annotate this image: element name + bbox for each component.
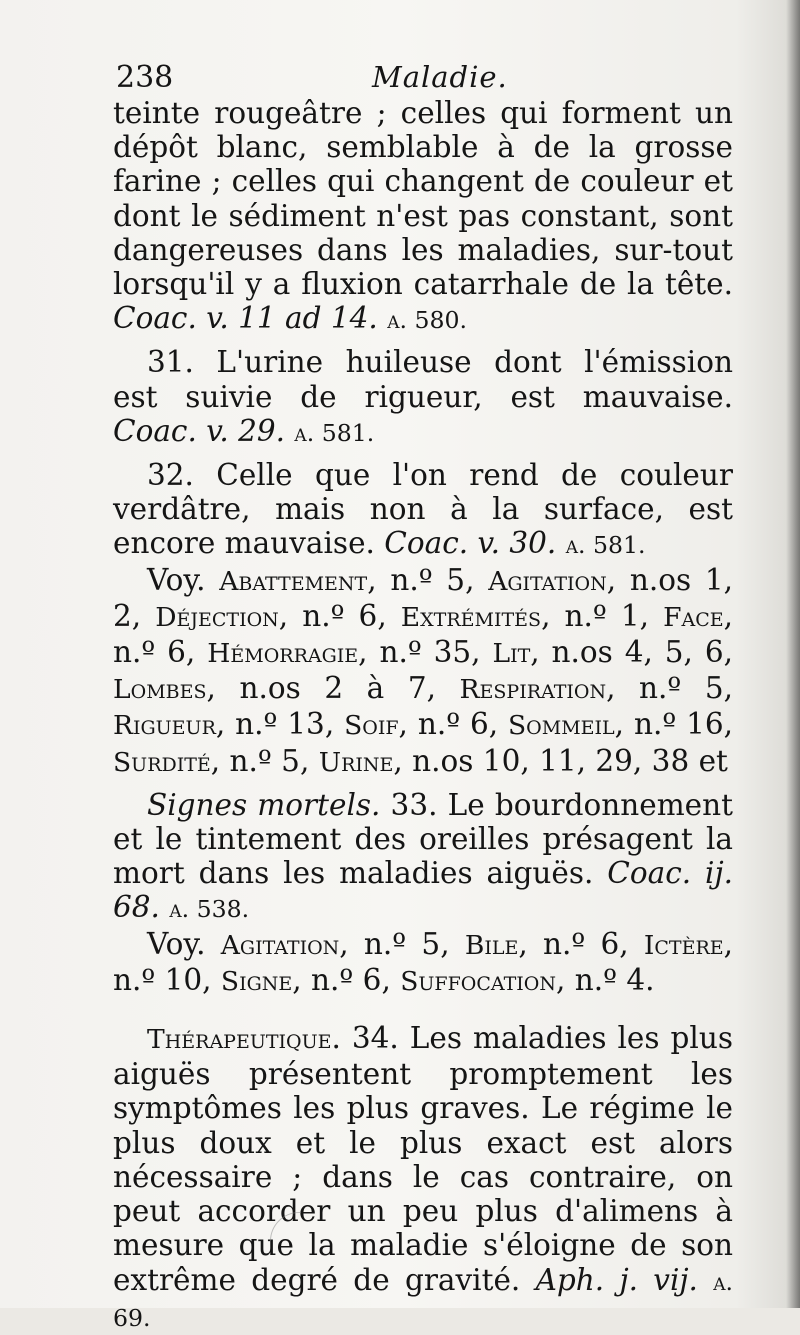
citation: Coac. v. 30. — [384, 526, 557, 561]
page-edge-shadow — [786, 0, 800, 1308]
citation: Coac. v. 11 ad 14. — [113, 301, 378, 336]
paragraph-34: Thérapeutique. 34. Les maladies les plus aiguës présentent promptement les symptômes les plus graves. Le régime le plus doux et le plus exact est alors nécessaire ; dans le cas contraire, on peut accorder un peu plus d'alimens à mesure que la maladie s'éloigne de son extrême degré de gravité. Aph. j. vij. a. 69. — [113, 1021, 733, 1332]
section-label: Thérapeutique — [147, 1024, 332, 1056]
running-head: Maladie. — [372, 60, 508, 94]
paragraph-continuation: teinte rougeâtre ; celles qui forment un dépôt blanc, semblable à de la grosse farine ; celles qui changent de couleur et dont le sédiment n'est pas constant, sont dangereuses dans les maladies, sur-tout lorsqu'il y a fluxion catarrhale de la tête. Coac. v. 11 ad 14. a. 580. — [113, 96, 733, 336]
paragraph-33: Signes mortels. 33. Le bourdonnement et le tintement des oreilles présagent la mort dans les maladies aiguës. Coac. ij. 68. a. 538. — [113, 787, 733, 925]
reference: a. 538. — [169, 895, 250, 924]
section-label: Signes mortels. — [147, 787, 381, 822]
paragraph-31: 31. L'urine huileuse dont l'émission est suivie de rigueur, est mauvaise. Coac. v. 29. a. 581. — [113, 345, 733, 448]
reference: a. 581. — [294, 418, 375, 447]
citation: Coac. ij. 68. — [113, 856, 733, 925]
paragraph-32: 32. Celle que l'on rend de couleur verdâtre, mais non à la surface, est encore mauvaise. Coac. v. 30. a. 581. — [113, 458, 733, 561]
reference: a. 580. — [387, 306, 467, 335]
cross-reference-list: Voy. Abattement, n.º 5, Agitation, n.os 1, 2, Déjection, n.º 6, Extrémités, n.º 1, Face, n.º 6, Hémorragie, n.º 35, Lit, n.os 4, 5, 6, Lombes, n.os 2 à 7, Respiration, n.º 5, Rigueur, n.º 13, Soif, n.º 6, Sommeil, n.º 16, Surdité, n.º 5, Urine, n.os 10, 11, 29, 38 et — [113, 562, 734, 778]
page-number: 238 — [116, 60, 174, 95]
page-body — [113, 96, 733, 1335]
citation: Coac. v. 29. — [113, 413, 286, 448]
reference: a. 69. — [113, 1267, 733, 1332]
reference: a. 581. — [565, 531, 646, 560]
cross-reference-list: Voy. Agitation, n.º 5, Bile, n.º 6, Ictère, n.º 10, Signe, n.º 6, Suffocation, n.º 4. — [113, 926, 734, 997]
citation: Aph. j. vij. — [535, 1262, 698, 1297]
page-header — [110, 56, 740, 100]
